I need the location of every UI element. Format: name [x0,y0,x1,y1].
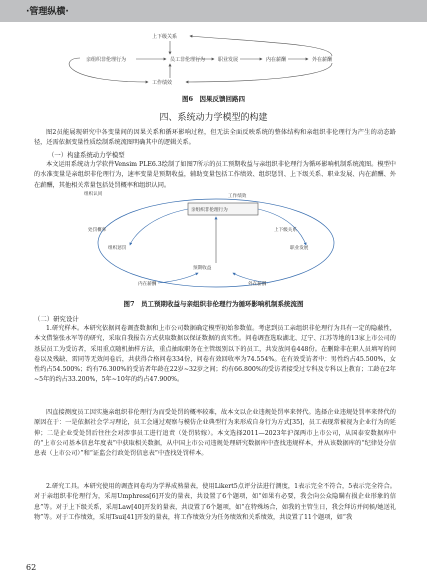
node-upb: 亲组织非伦理行为 [86,57,127,63]
page-number: 62 [26,563,37,572]
figure-7-diagram [78,187,353,297]
label-extrinsic-pay: 外在薪酬 [248,282,267,287]
node-employee-unethical: 员工非伦理行为 [170,57,206,63]
paragraph-tools: 2.研究工具。本研究使用的调查问卷均为学界成熟量表，使用Likert5点评分法进行测度，1表示完全不符合，5表示完全符合。对于亲组织非伦理行为，采用Umphress[6]开发的量表，共设置了6个题项，如“如果有必要，我会向公众隐瞒有损企业形象的信息”等。对于上下级关系，采用Law[40]开发的量表，共设置了6个题项，如“在特殊场合，如我的主管生日，我会拜访并问候/她送礼物”等。对于工作绩效，采用Tsui[41]开发的量表，将工作绩效分为任务绩效和关系绩效，共设置了11个题项，如“我 [34,483,396,521]
label-org-identification: 组织认同 [84,192,103,197]
label-job-performance: 工作绩效 [228,194,247,199]
label-org-punishment: 组织惩罚 [108,246,127,251]
figure-6-caption: 图6 因果反馈回路四 [181,95,246,103]
paragraph-model: 本文运用系统动力学软件Vensim PLE6.3绘制了如图7所示的员工预期收益与亲组织非伦理行为循环影响机制系统流图。模型中的水准变量是亲组织非伦理行为，速率变量是预期收益，辅助变量包括工作绩效、组织惩罚、上下级关系、职业发展、内在薪酬、外在薪酬，其他相关常量包括处罚概率和组织认同。 [34,161,396,189]
paragraph-punishment: 四直接测度员工因实施亲组织非伦理行为而受处罚的概率较难，故本文以企业违规处罚率来替代。选择企业违规处罚率来替代的原因在于：一是依据社会学习理论，员工会通过观察与模仿企业典型行为来形成自身行为方式[35]，员工表现常被视为企业行为的延伸；二是企业受处罚后往往会对涉事员工进行追责（处罚转嫁）。本文选择2011—2023年沪深两市上市公司，从国泰安数据库中的“上市公司基本信息年度表”中获取相关数据，从中国上市公司违规处理研究数据库中查找违规样本，并从该数据库的“纪律处分信息表（上市公司）”和“证监会行政处罚信息表”中查找处罚样本。 [34,409,396,458]
subheading-model: （一）构建系统动力学模型 [48,151,125,159]
figure-6-diagram [20,30,420,92]
figure-7-caption: 图7 员工预期收益与亲组织非伦理行为循环影响机制系统流图 [123,300,304,308]
node-superior-subordinate: 上下级关系 [152,34,178,40]
node-extrinsic-pay: 外在薪酬 [312,57,333,63]
label-upb-stock: 亲组织非伦理行为 [191,208,228,213]
subheading-design: （二）研究设计 [34,315,79,323]
node-intrinsic-pay: 内在薪酬 [266,57,287,63]
section-title: 四、系统动力学模型的构建 [159,113,268,123]
page-header [0,0,427,22]
node-career: 职业发展 [218,57,239,63]
paragraph-sample: 1.研究样本。本研究依据问卷调查数据和上市公司数据确定模型初始参数值。考虑到员工亲组织非伦理行为具有一定的隐蔽性，本文借鉴张永军等的研究，采取自我报告方式获取数据以保证数据的真实性。问卷调查选取湖北、辽宁、江苏等地的13家上市公司的基层员工为受访者，采用重点随机抽样方法，重点抽取职务在主管级别以下的员工，共发放问卷448份。在删除非在职人员填写的问卷以及残缺、雷同等无效问卷后，共获得合格问卷334份，问卷有效回收率为74.554%。在有效受访者中：男性约占45.500%，女性约占54.500%；约有76.300%的受访者年龄在22岁~32岁之间；约有66.800%的受访者接受过专科及专科以上教育；工龄在2年~5年的约占33.200%，5年~10年的约占47.900%。 [34,325,396,384]
node-job-performance: 工作绩效 [152,80,173,86]
label-career: 职业发展 [290,246,309,251]
label-punish-prob: 处罚概率 [88,228,107,233]
label-superior-relation: 上下级关系 [274,228,297,233]
section-label: ·管理纵横· [26,7,69,17]
label-intrinsic-pay: 内在薪酬 [138,282,157,287]
paragraph-intro: 图2员能展现研究中各变量间的因果关系和循环影响过程，但无法全面反映系统的整体结构和亲组织非伦理行为产生的动态路径，还需依据变量性质绘制系统流图明确其中的逻辑关系。 [34,129,396,147]
label-expected-benefit: 预期收益 [193,266,212,271]
